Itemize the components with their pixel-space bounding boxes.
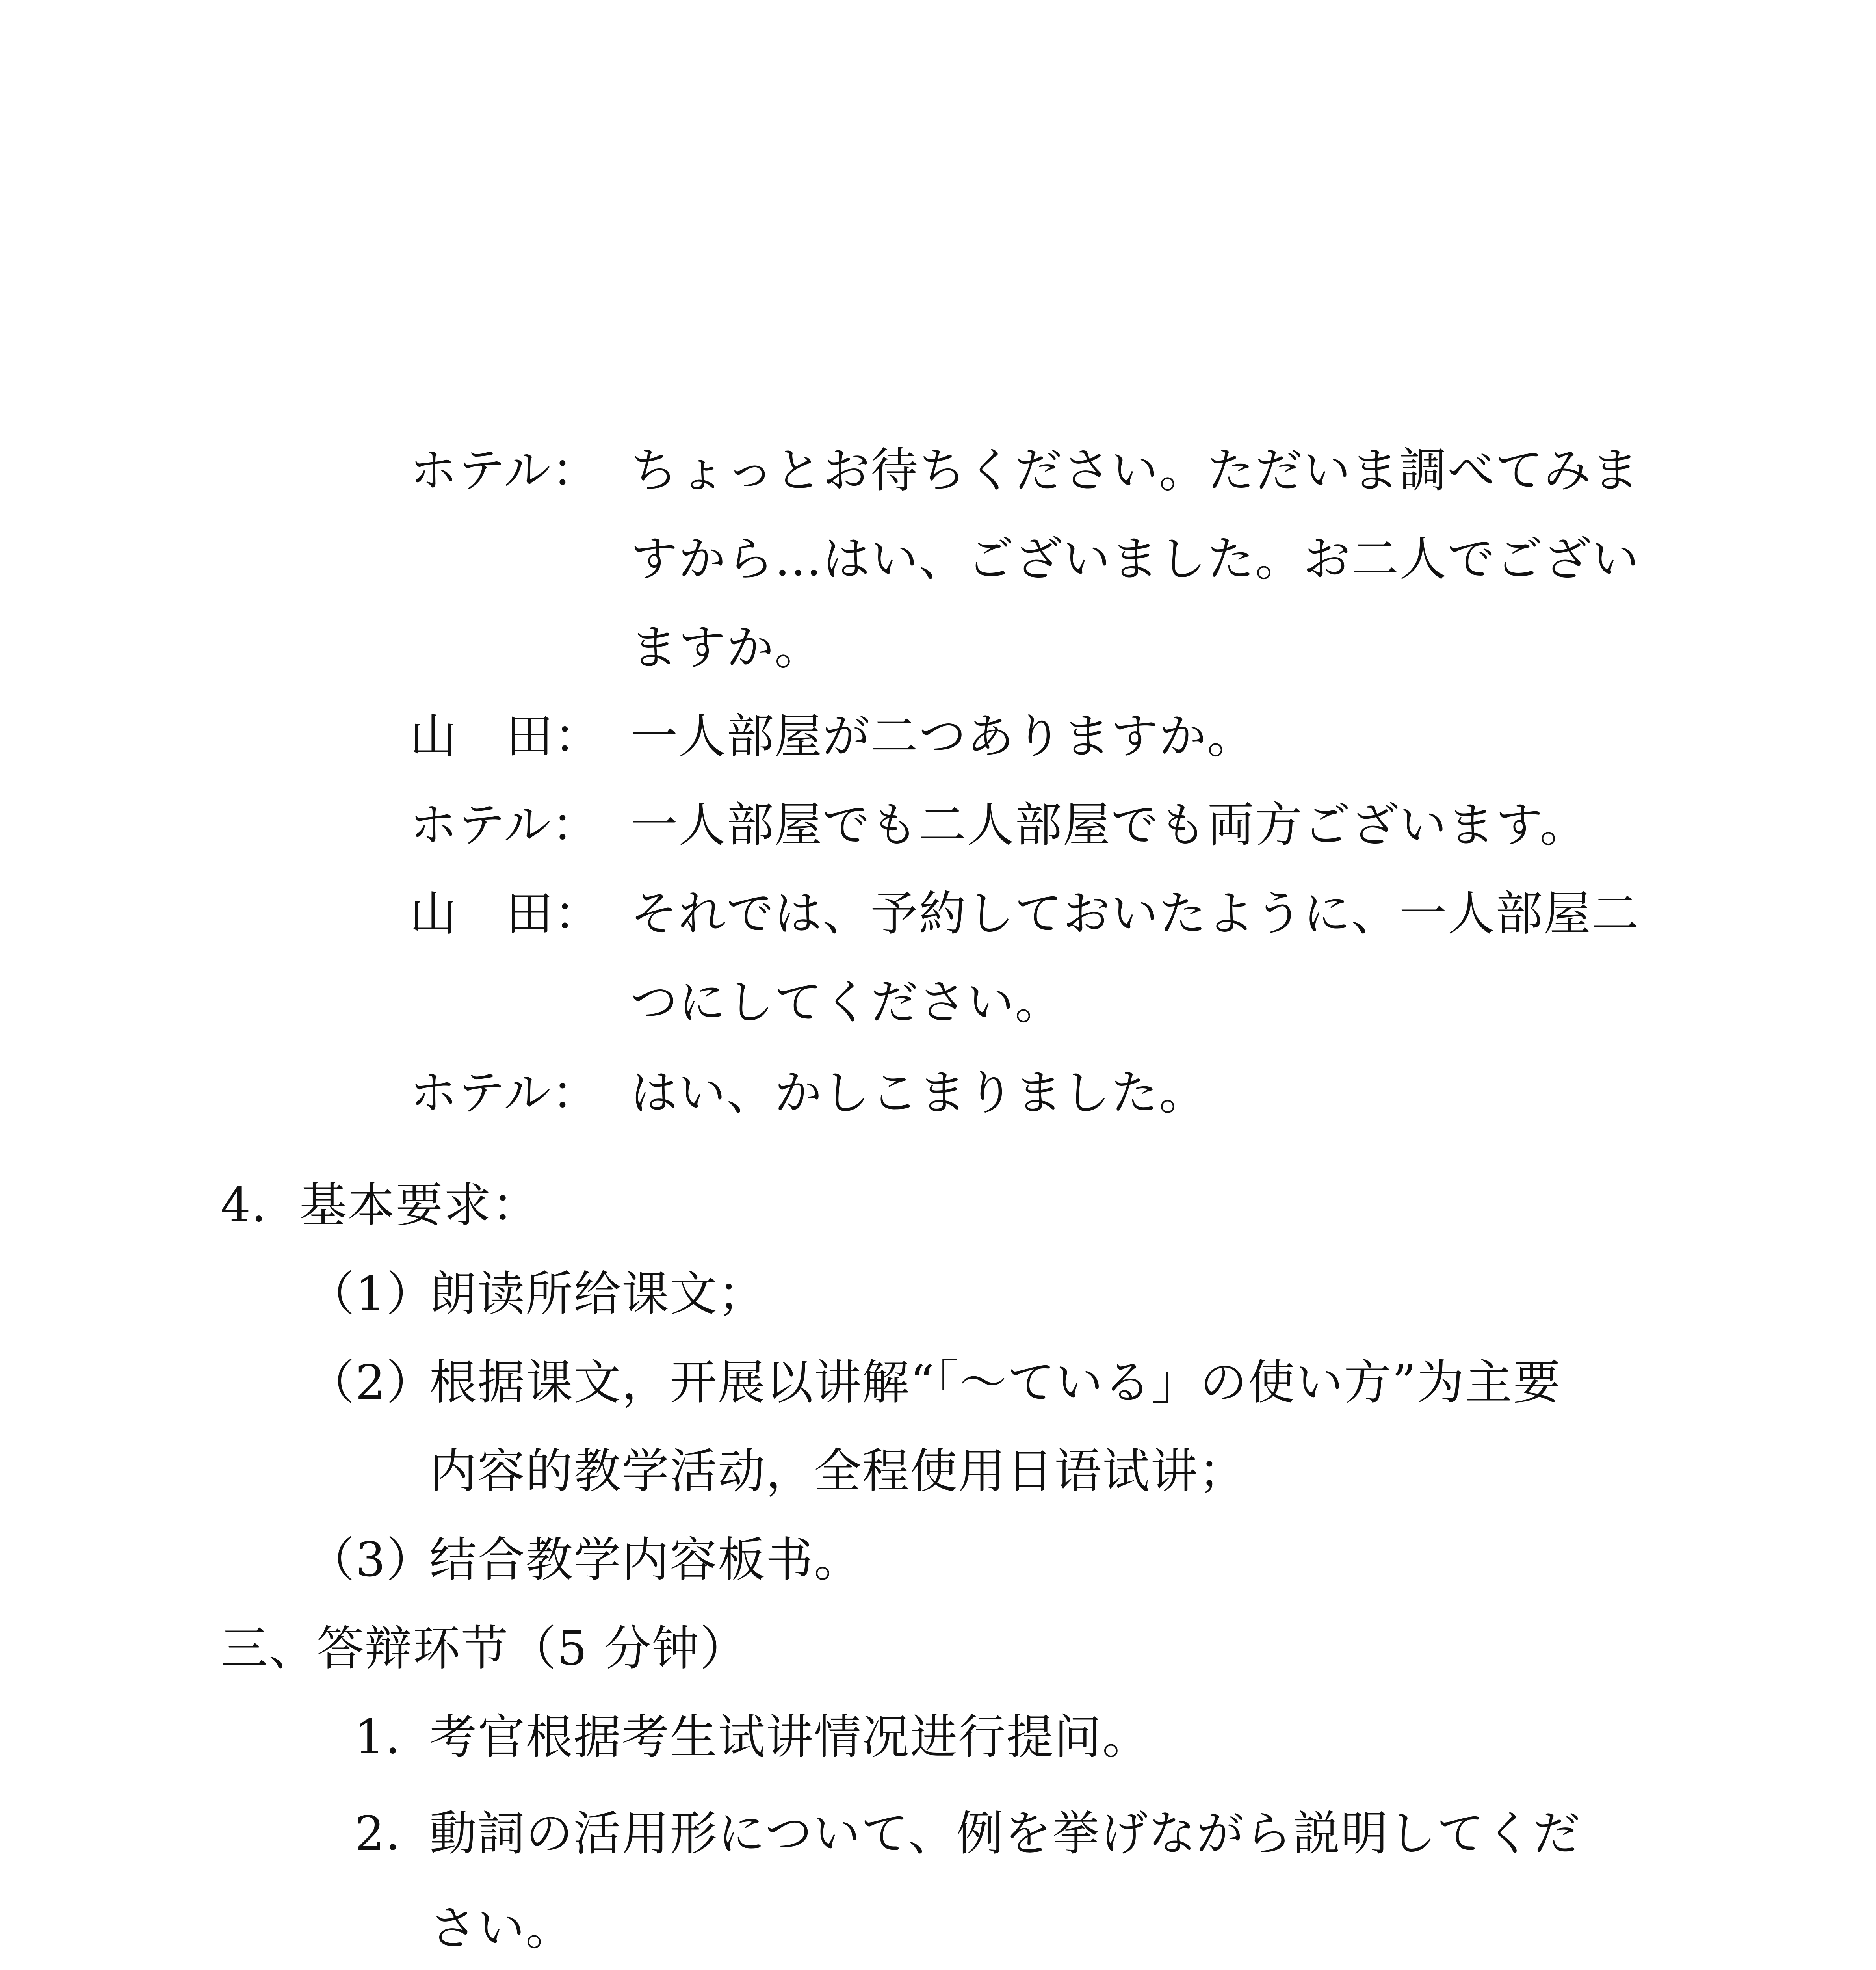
dialogue-line: ちょっとお待ちください。ただいま調べてみま (630, 443, 1640, 498)
defense-heading: 三、答辩环节（5 分钟） (221, 1621, 748, 1676)
dialogue-speaker: ホテル： (410, 443, 600, 498)
requirement-label: （2） (307, 1355, 435, 1410)
dialogue-speaker: ホテル： (410, 798, 600, 853)
dialogue-speaker: ホテル： (410, 1066, 600, 1121)
requirement-text: 内容的教学活动，全程使用日语试讲； (429, 1444, 1246, 1499)
dialogue-line: 一人部屋が二つありますか。 (630, 709, 1255, 764)
dialogue-line: ますか。 (630, 621, 823, 675)
dialogue-speaker: 山 田： (410, 709, 602, 764)
dialogue-line: はい、かしこまりました。 (630, 1066, 1207, 1121)
defense-item-label: 1． (355, 1710, 434, 1765)
requirements-heading: 4．基本要求： (221, 1178, 540, 1233)
defense-item-text: 動詞の活用形について、例を挙げながら説明してくだ (429, 1806, 1581, 1861)
dialogue-line: すから…はい、ございました。お二人でござい (630, 532, 1640, 587)
requirement-text: 朗读所给课文； (429, 1267, 766, 1321)
dialogue-speaker: 山 田： (410, 886, 602, 941)
dialogue-line: つにしてください。 (630, 975, 1063, 1030)
requirement-label: （3） (307, 1533, 435, 1587)
defense-item-label: 2． (355, 1806, 434, 1861)
dialogue-line: それでは、予約しておいたように、一人部屋二 (630, 886, 1640, 941)
requirement-text: 结合教学内容板书。 (429, 1533, 862, 1587)
defense-item-text: さい。 (429, 1901, 574, 1956)
dialogue-line: 一人部屋でも二人部屋でも両方ございます。 (630, 798, 1588, 853)
requirement-label: （1） (307, 1267, 435, 1321)
requirement-text: 根据课文，开展以讲解“「～ている」の使い方”为主要 (429, 1355, 1561, 1410)
defense-item-text: 考官根据考生试讲情况进行提问。 (429, 1710, 1150, 1765)
